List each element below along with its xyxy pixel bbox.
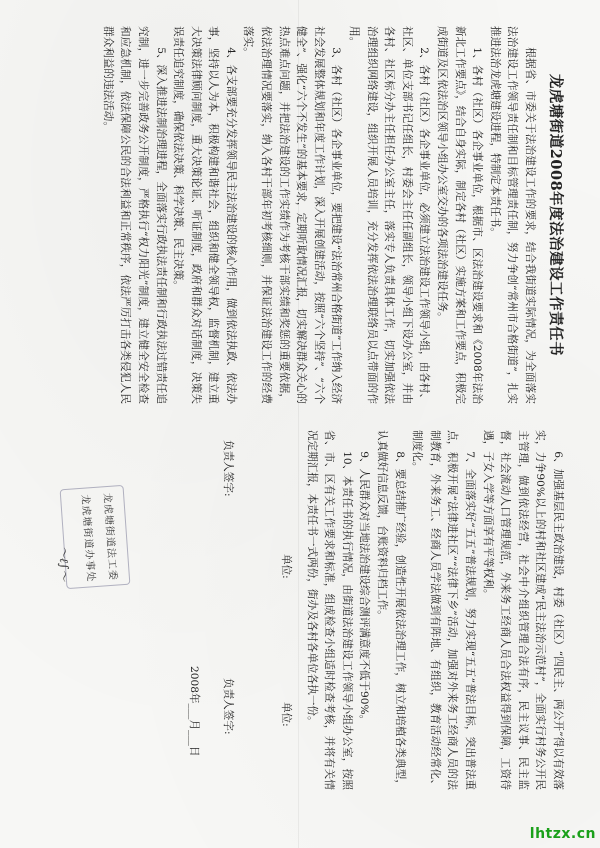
paragraph-item-5: 5、深入推进法制治理进程，全面落实行政执法责任制和行政执法过错责任追究制，进一步完善政务公开制度，严格执行“权力阳光”制度，建立健全安全检查和应急机制，依法保障公民的合法利益和正常秩序，依法严厉打击各类侵犯人民群众利益的违法活动。 [101,26,167,404]
paragraph-item-3: 3、各村（社区）各企事业单位，要把建设“法治常州合格街道”工作纳入经济社会发展整体规划和年度工作计划，深入开展创建活动，按照“六个坚持”、“六个健全”、强化“六个不发生”的基本要求，定期听取情况汇报，切实解决群众关心的热点难点问题，并把法治建设的工作实绩作为考核干部实绩和奖惩的重要依据，依法治理情况要落实，纳入各村干部年初考核细则，并保证法治建设工作的经费落实。 [242,26,343,404]
paragraph-item-8: 8、要总结推广经验，创造性开展依法治理工作，树立和培植各类典型，认真做好信息反馈，台账资料归档工作。 [376,430,406,790]
handwritten-signature: ～ℓ∫～ [57,546,71,582]
signature-row [220,430,236,790]
document-title: 龙虎塘街道2008年度法治建设工作责任书 [547,73,564,357]
right-column [30,430,566,790]
paragraph-item-7: 7、全面落实好“五五”普法规划，努力实现“五五”普法目标，突出普法重点，积极开展“法律进社区”“法律下乡”活动，加强对外来务工经商人员的法制教育，外来务工、经商人员学法做到有阵地、有组织，教育活动经常化、制度化。 [411,430,477,790]
paragraph-intro: 根据省、市委关于法治建设工作的要求，结合我街道实际情况，为全面落实法治建设工作领导责任制和目标管理责任制，努力争创“常州市合格街道”，扎实推进法治龙虎塘建设进程，特制定本责任书。 [488,26,536,404]
date-row [184,430,202,790]
paragraph-item-4: 4、各支部要充分发挥领导民主法治建设的核心作用，做到依法执政、依法办事，坚持以人为本，积极构建和谐社会，组织和健全领导权，监督机制，建立重大决策法律顾问制度，重大决策论证、听证制度，政府和群众对话制度，决策失误责任追究制度，确保依法决策、科学决策、民主决策。 [172,26,237,404]
left-column [30,26,566,404]
paragraph-item-6: 6、加强基层民主政治建设，村委（社区）“四民主、两公开”得以有效落实，力争90%以上的村和社区建成“民主法治示范村”，全面实行村务公开民主管理，做到依法经营，社会中介组织管理合法有序，民主议事、民主监督，社会流动人口管理规范，外来务工经商人员合法权益得到保障，工资待遇，子女入学等方面享有平等权利。 [481,430,564,790]
paragraph-item-1: 1、各村（社区）各企事业单位，根据市、区法治建设要求和《2008年法治新北工作要点》，结合自身实际，制定各村（社区）实施方案和工作要点，积极完成街道及区依法治区领导小组办公室交办的各项法治建设任务。 [436,26,484,404]
sign-date: 2008年___月___日 [188,666,201,757]
paragraph-item-10: 10、本责任书的执行情况，由街道法治建设工作领导小组办公室，按照省、市、区有关工作要求和标准，组成检查小组适时检查考核，并将有关情况定期汇报，本责任书一式两份，街办及各村各单位各执一份。 [305,430,353,790]
unit-label-left: 单位: [280,554,293,579]
stamp-line-1: 龙虎塘街道法工委 [100,492,119,582]
paragraph-item-2: 2、各村（社区）各企事业单位，必须建立法治建设工作领导小组，由各村、社区、单位支部书记任组长，村委会主任任副组长，领导小组下设办公室，并由各村、社区标分办主任担任办公室主任，落实专人负责具体工作，切实加强依法治理组织网络建设，组织开展人员培训，充分发挥依法治理联络员以点带面的作用。 [348,26,431,404]
unit-row [278,430,294,790]
left-person-label: 负责人签字: [222,440,235,497]
unit-label-right: 单位: [280,702,293,727]
stamp-line-2: 龙虎塘街道办事处 [79,494,97,583]
paragraph-item-9: 9、人民群众对当地法治建设综合测评满意度不低于90%。 [358,451,371,726]
site-watermark: lhtzx.cn [529,826,596,842]
right-person-label: 负责人签字: [222,678,235,735]
